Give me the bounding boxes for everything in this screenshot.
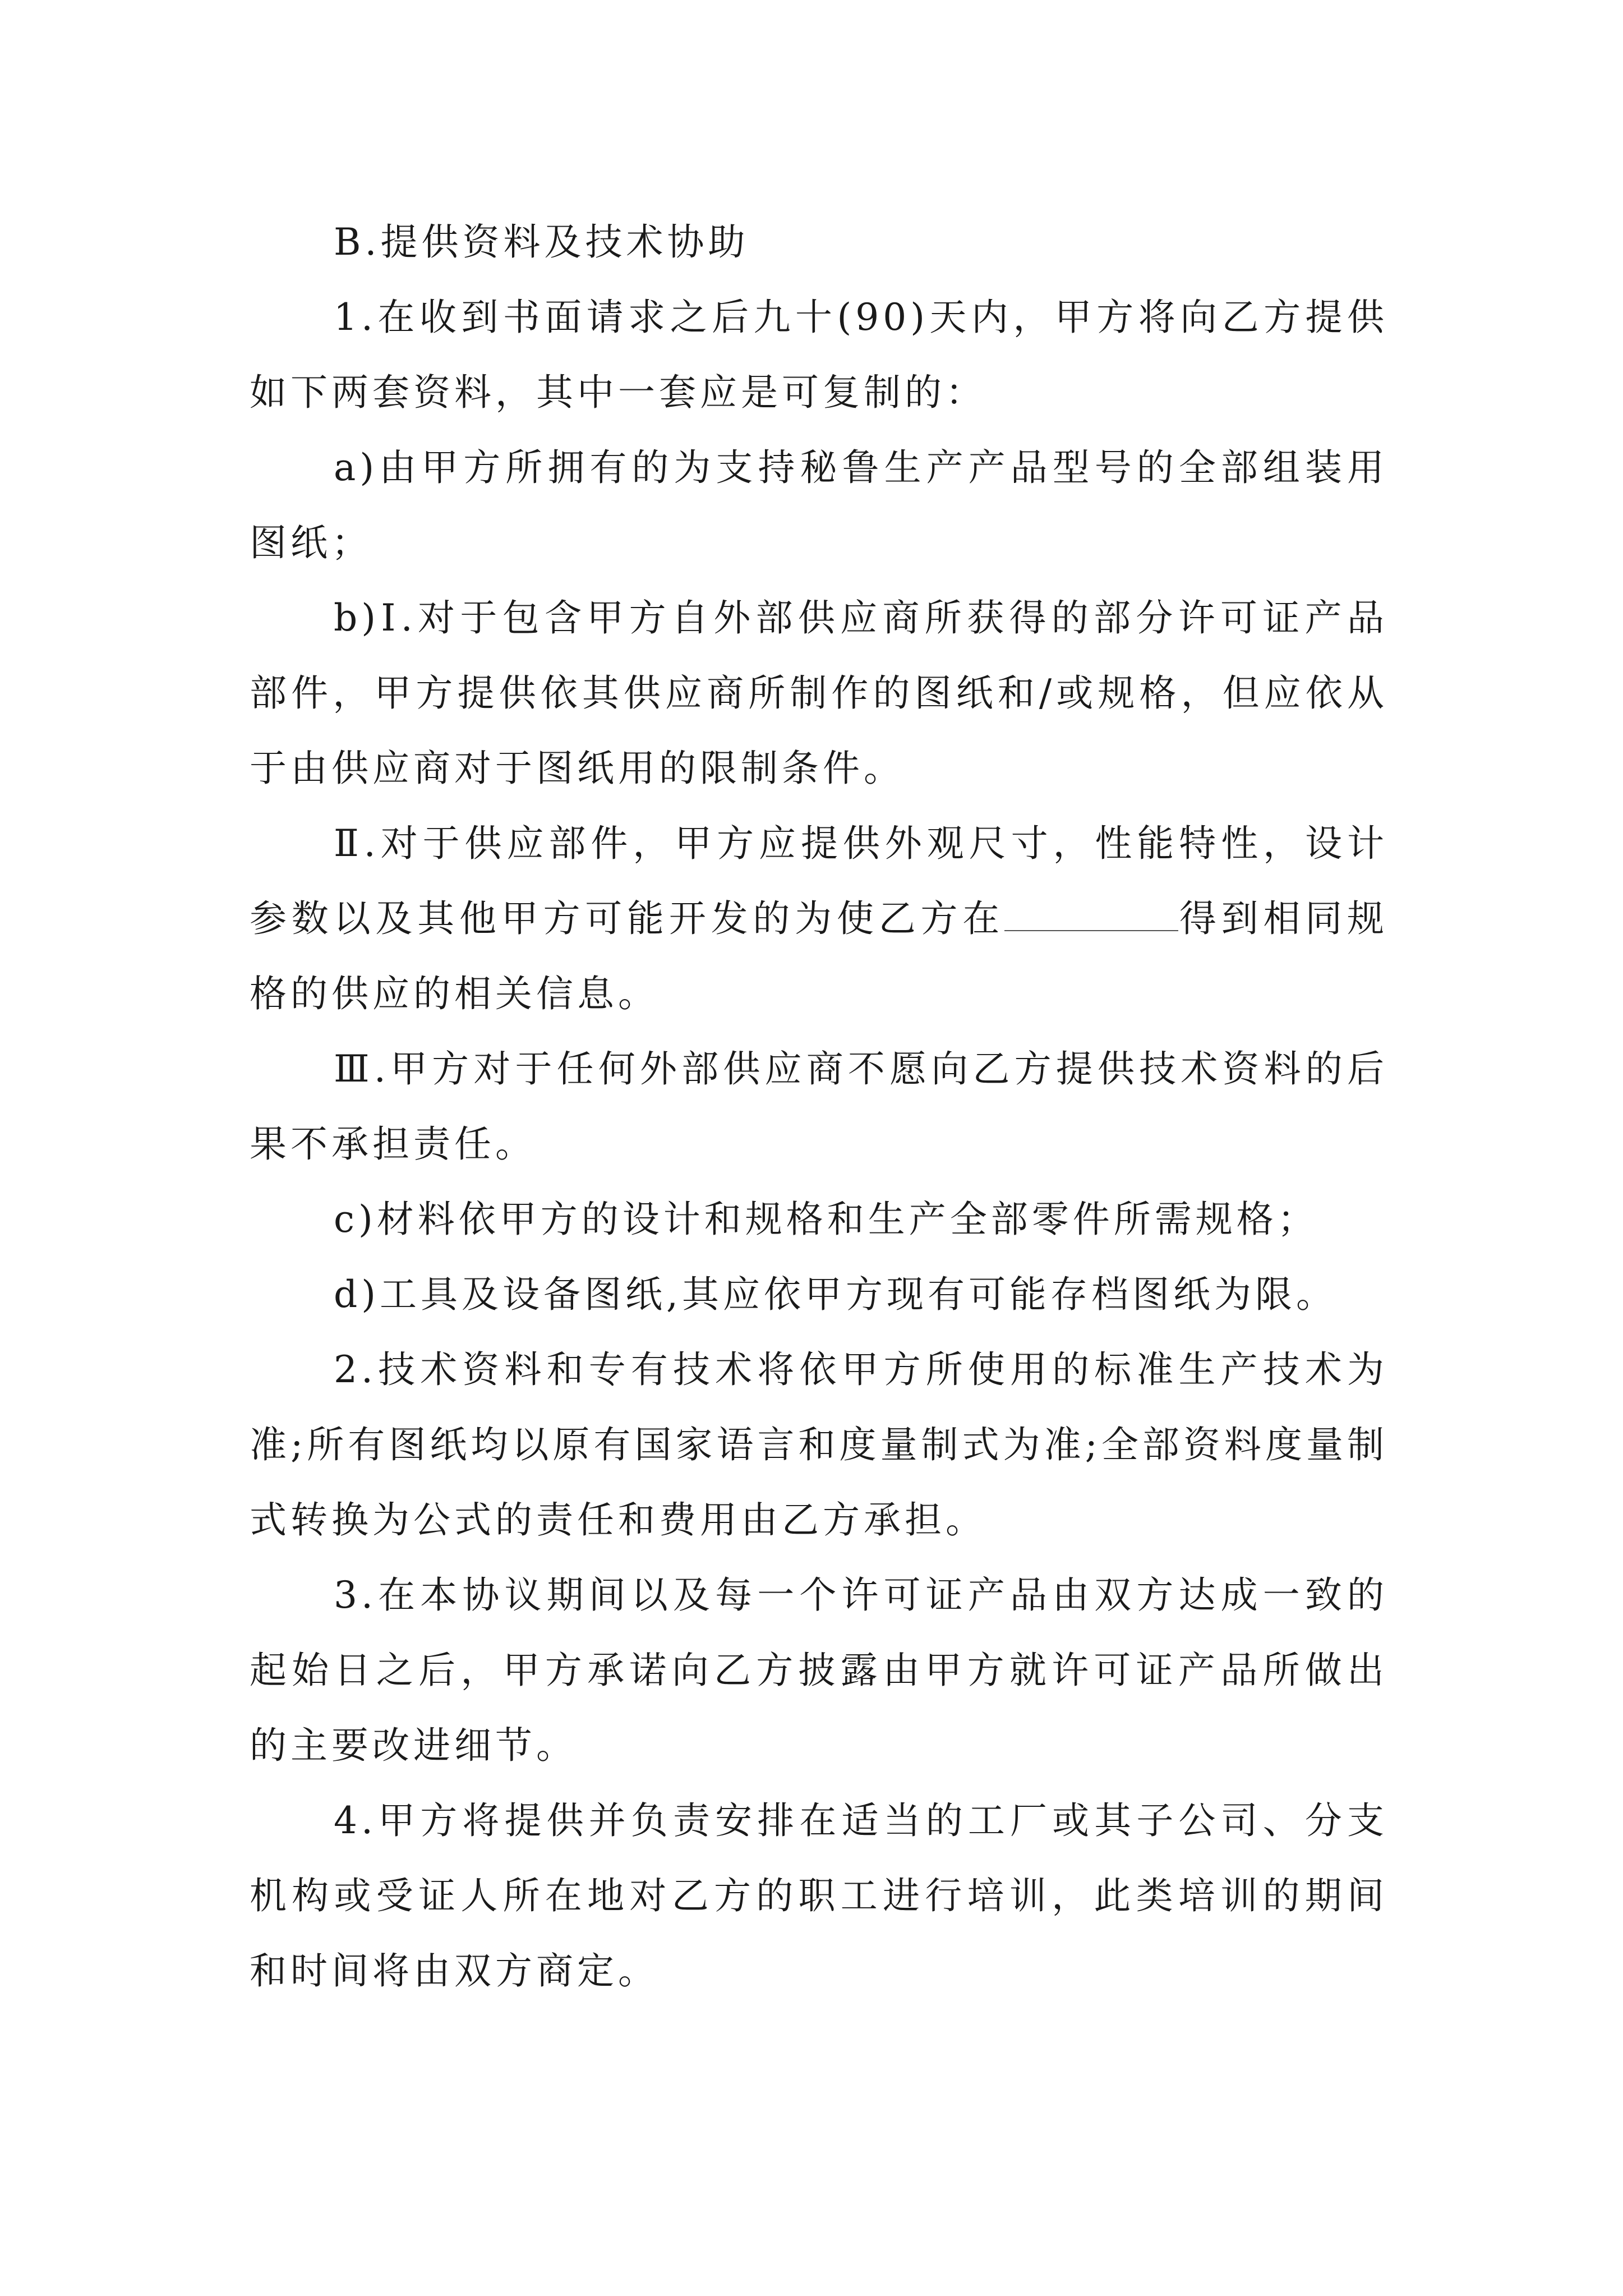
clause-1b-ii [250, 806, 1388, 1032]
clause-1d: d)工具及设备图纸,其应依甲方现有可能存档图纸为限。 [334, 1273, 1337, 1316]
clause-1c: c)材料依甲方的设计和规格和生产全部零件所需规格； [334, 1198, 1318, 1241]
clause-4: 4.甲方将提供并负责安排在适当的工厂或其子公司、分支机构或受证人所在地对乙方的职工进行培训，此类培训的期间和时间将由双方商定。 [250, 1799, 1388, 1993]
clause-3: 3.在本协议期间以及每一个许可证产品由双方达成一致的起始日之后，甲方承诺向乙方披露由甲方就许可证产品所做出的主要改进细节。 [250, 1573, 1388, 1767]
clause-1b-i: b)Ⅰ.对于包含甲方自外部供应商所获得的部分许可证产品部件，甲方提供依其供应商所制作的图纸和/或规格，但应依从于由供应商对于图纸用的限制条件。 [250, 596, 1388, 790]
section-heading-b: B.提供资料及技术协助 [334, 220, 749, 264]
clause-2: 2.技术资料和专有技术将依甲方所使用的标准生产技术为准;所有图纸均以原有国家语言和度量制式为准;全部资料度量制式转换为公式的责任和费用由乙方承担。 [250, 1348, 1388, 1542]
clause-1b-iii: Ⅲ.甲方对于任何外部供应商不愿向乙方提供技术资料的后果不承担责任。 [250, 1047, 1388, 1166]
fill-in-blank [1004, 894, 1178, 931]
clause-1b-ii-after: 得到相同规格的供应的相关信息。 [250, 897, 1389, 1015]
clause-1: 1.在收到书面请求之后九十(90)天内，甲方将向乙方提供如下两套资料，其中一套应是可复制的： [250, 296, 1388, 414]
clause-1a: a)由甲方所拥有的为支持秘鲁生产产品型号的全部组装用图纸； [250, 446, 1388, 564]
clause-1b-ii-before: Ⅱ.对于供应部件，甲方应提供外观尺寸，性能特性，设计参数以及其他甲方可能开发的为使乙方在 [250, 822, 1388, 940]
document-body [250, 205, 1388, 2009]
